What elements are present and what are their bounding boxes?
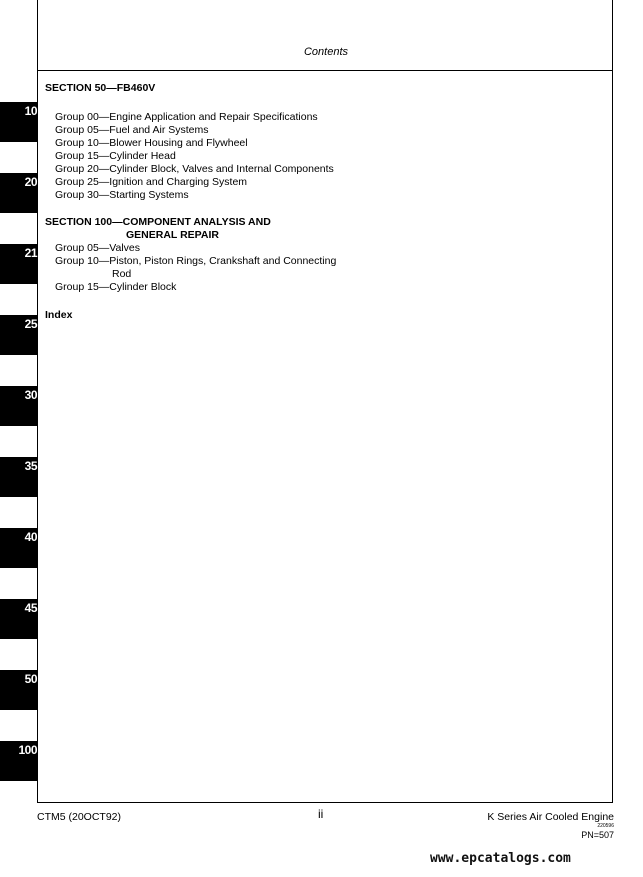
footer-page-number: ii xyxy=(318,807,324,821)
section-100-title-continued[interactable]: GENERAL REPAIR xyxy=(126,229,219,241)
tab-label: 100 xyxy=(18,743,37,757)
group-label: Group 30— xyxy=(55,189,110,201)
group-text: Cylinder Head xyxy=(109,150,176,162)
group-text: Ignition and Charging System xyxy=(109,176,248,188)
top-right-rule xyxy=(612,0,613,70)
tab-label: 20 xyxy=(24,175,37,189)
tab-21[interactable] xyxy=(0,244,38,284)
group-text: Engine Application and Repair Specifications xyxy=(109,111,318,123)
group-text: Cylinder Block xyxy=(109,281,177,293)
footer-doc-title: K Series Air Cooled Engine xyxy=(487,811,614,823)
toc-entry[interactable] xyxy=(55,281,345,294)
tab-label: 30 xyxy=(24,388,37,402)
toc-entry[interactable] xyxy=(55,255,345,281)
tab-45[interactable] xyxy=(0,599,38,639)
toc-entry[interactable] xyxy=(55,150,345,163)
group-label: Group 00— xyxy=(55,111,110,123)
tab-label: 50 xyxy=(24,672,37,686)
toc-entry[interactable] xyxy=(55,111,345,124)
group-label: Group 10— xyxy=(55,137,110,149)
tab-label: 10 xyxy=(24,104,37,118)
group-label: Group 10— xyxy=(55,255,110,267)
tab-30[interactable] xyxy=(0,386,38,426)
group-label: Group 15— xyxy=(55,281,110,293)
group-label: Group 25— xyxy=(55,176,110,188)
tab-10[interactable] xyxy=(0,102,38,142)
section-50-title[interactable]: SECTION 50—FB460V xyxy=(45,82,156,94)
tab-label: 40 xyxy=(24,530,37,544)
group-text: Piston, Piston Rings, Crankshaft and Connecting Rod xyxy=(109,255,337,280)
group-label: Group 05— xyxy=(55,242,110,254)
tab-label: 45 xyxy=(24,601,37,615)
group-label: Group 15— xyxy=(55,150,110,162)
tab-label: 21 xyxy=(24,246,37,260)
group-text: Cylinder Block, Valves and Internal Components xyxy=(109,163,334,175)
group-text: Fuel and Air Systems xyxy=(109,124,209,136)
footer-code: 220596 xyxy=(597,823,614,829)
group-text: Valves xyxy=(109,242,141,254)
tab-label: 25 xyxy=(24,317,37,331)
group-label: Group 05— xyxy=(55,124,110,136)
tab-25[interactable] xyxy=(0,315,38,355)
table-of-contents xyxy=(45,82,345,322)
tab-100[interactable] xyxy=(0,741,38,781)
tab-40[interactable] xyxy=(0,528,38,568)
toc-entry[interactable] xyxy=(55,176,345,189)
tab-label: 35 xyxy=(24,459,37,473)
top-left-rule xyxy=(37,0,38,70)
index-link[interactable]: Index xyxy=(45,309,73,321)
group-text: Starting Systems xyxy=(109,189,189,201)
tab-50[interactable] xyxy=(0,670,38,710)
tab-20[interactable] xyxy=(0,173,38,213)
footer-doc-id: CTM5 (20OCT92) xyxy=(37,811,122,823)
tab-35[interactable] xyxy=(0,457,38,497)
toc-entry[interactable] xyxy=(55,189,345,202)
toc-entry[interactable] xyxy=(55,124,345,137)
toc-entry[interactable] xyxy=(55,137,345,150)
toc-entry[interactable] xyxy=(55,242,345,255)
group-text: Blower Housing and Flywheel xyxy=(109,137,248,149)
watermark: www.epcatalogs.com xyxy=(430,851,571,866)
page-header-title: Contents xyxy=(303,46,349,58)
group-label: Group 20— xyxy=(55,163,110,175)
section-100-title[interactable]: SECTION 100—COMPONENT ANALYSIS AND xyxy=(45,216,271,228)
footer-pn: PN=507 xyxy=(581,830,614,840)
toc-entry[interactable] xyxy=(55,163,345,176)
